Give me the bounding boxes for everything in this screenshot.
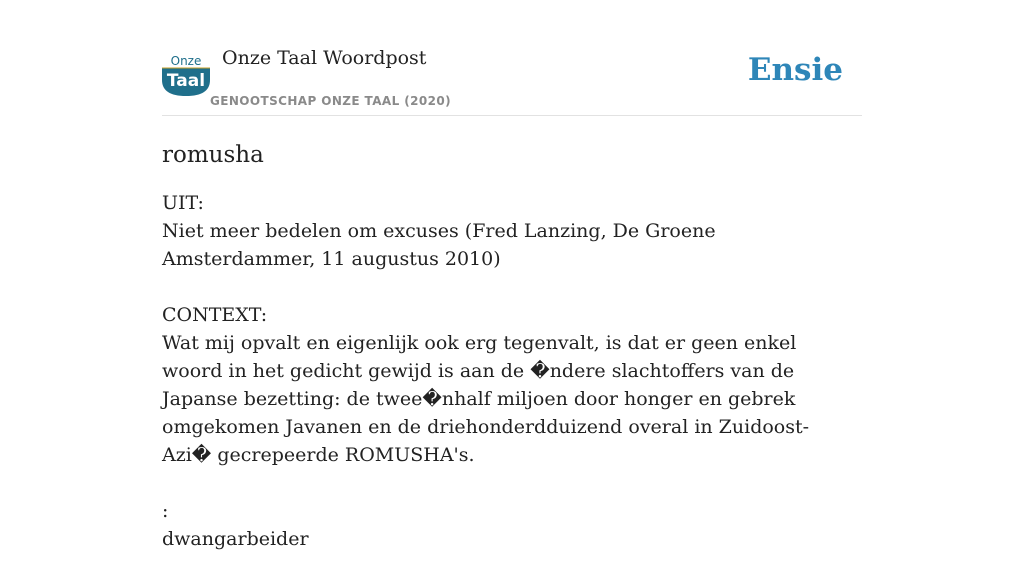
onze-taal-logo-icon: [162, 54, 210, 96]
headword: romusha: [162, 142, 264, 168]
source-subtitle: GENOOTSCHAP ONZE TAAL (2020): [210, 94, 451, 108]
definition-block: [162, 497, 842, 553]
logo-top-text: Onze: [170, 54, 202, 68]
entry-content: [162, 138, 842, 581]
uit-text: Niet meer bedelen om excuses (Fred Lanzing, De Groene Amsterdammer, 11 augustus 2010): [162, 220, 716, 270]
definition-text: dwangarbeider: [162, 528, 309, 550]
source-block: [162, 189, 842, 273]
header-divider: [162, 115, 862, 116]
header: [162, 44, 862, 116]
source-title[interactable]: Onze Taal Woordpost: [222, 47, 427, 69]
definition-label: :: [162, 500, 169, 522]
logo-bottom-text: Taal: [166, 71, 206, 91]
context-block: [162, 301, 842, 469]
onze-taal-logo[interactable]: [162, 54, 210, 96]
context-text: Wat mij opvalt en eigenlijk ook erg tegenvalt, is dat er geen enkel woord in het gedicht gewijd is aan de �ndere slachtoffers van de Japanse bezetting: de twee�nhalf miljoen door honger en gebrek omgekomen Javanen en de driehonderdduizend overal in Zuidoost-Azi� gecrepeerde ROMUSHA's.: [162, 332, 810, 466]
context-label: CONTEXT:: [162, 304, 268, 326]
uit-label: UIT:: [162, 192, 204, 214]
ensie-logo[interactable]: Ensie: [747, 52, 843, 88]
